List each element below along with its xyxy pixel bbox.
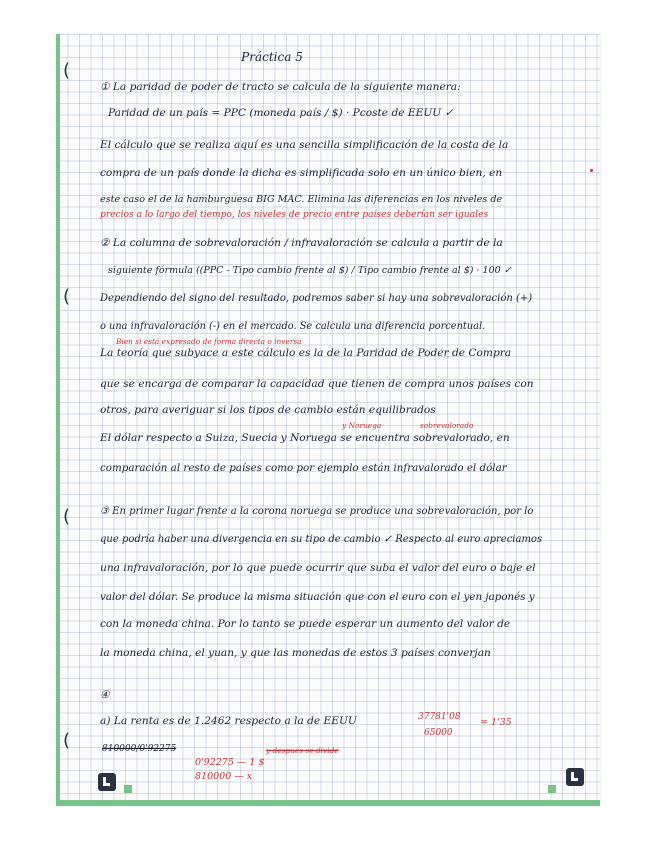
text-line-7: ② La columna de sobrevaloración / infravaloración se calcula a partir de la	[100, 237, 503, 249]
text-line-1: ① La paridad de poder de tracto se calcula de la siguiente manera:	[100, 81, 461, 93]
text-line-14: El dólar respecto a Suiza, Suecia y Noruega se encuentra sobrevalorado, en	[100, 432, 510, 444]
text-line-15: comparación al resto de países como por ejemplo están infravalorado el dólar	[100, 462, 507, 474]
rule-of-three-line-2: 810000 — x	[195, 771, 253, 782]
text-line-13: otros, para averiguar si los tipos de cambio están equilibrados	[100, 404, 436, 416]
text-line-2: Paridad de un país = PPC (moneda país / $) · Pcoste de EEUU ✓	[108, 107, 454, 119]
ink-dot	[590, 169, 593, 172]
fraction-denominator: 65000	[424, 728, 453, 738]
text-line-20: con la moneda china. Por lo tanto se puede esperar un aumento del valor de	[100, 618, 511, 630]
text-line-4: compra de un país donde la dicha es simplificada solo en un único bien, en	[100, 167, 503, 179]
fraction-result: = 1'35	[480, 717, 512, 728]
fraction-numerator: 37781'08	[418, 712, 461, 722]
crossed-note: y después se divide	[266, 746, 339, 755]
margin-note-1: Bien si está expresado de forma directa o inversa	[116, 337, 302, 346]
rule-of-three-line-1: 0'92275 — 1 $	[195, 757, 265, 768]
text-line-17: que podría haber una divergencia en su tipo de cambio ✓ Respecto al euro apreciamos	[100, 534, 543, 545]
crossed-calculation: 810000/0'92275	[102, 744, 177, 754]
notebook-corner-mark-icon	[124, 785, 132, 793]
text-line-8: siguiente fórmula ((PPC - Tipo cambio frente al $) / Tipo cambio frente al $) · 100 ✓	[108, 265, 512, 276]
text-line-21: la moneda china, el yuan, y que las monedas de estos 3 países converjan	[100, 647, 491, 659]
binder-hole-icon: (	[63, 60, 71, 81]
notebook-brand-logo-icon	[566, 768, 584, 786]
text-line-19: valor del dólar. Se produce la misma situación que con el euro con el yen japonés y	[100, 591, 535, 603]
insertion-note-1: y Noruega	[342, 421, 382, 430]
text-line-3: El cálculo que se realiza aquí es una sencilla simplificación de la costa de la	[100, 139, 509, 151]
section-4-marker: ④	[100, 689, 110, 701]
text-line-5: este caso el de la hamburguesa BIG MAC. Elimina las diferencias en los niveles de	[100, 194, 503, 205]
page-left-edge	[56, 34, 60, 806]
text-line-10: o una infravaloración (-) en el mercado. Se calcula una diferencia porcentual.	[100, 321, 486, 332]
text-line-9: Dependiendo del signo del resultado, podremos saber si hay una sobrevaloración (+)	[100, 293, 533, 304]
text-line-22: a) La renta es de 1.2462 respecto a la de EEUU	[100, 715, 357, 727]
binder-hole-icon: (	[63, 506, 71, 527]
page-bottom-edge	[56, 800, 600, 806]
binder-hole-icon: (	[63, 730, 71, 751]
binder-hole-icon: (	[63, 286, 71, 307]
notebook-corner-mark-icon	[548, 785, 556, 793]
text-line-6: precios a lo largo del tiempo, los niveles de precio entre países deberían ser iguales	[100, 210, 489, 220]
text-line-18: una infravaloración, por lo que puede ocurrir que suba el valor del euro o baje el	[100, 562, 536, 574]
text-line-12: que se encarga de comparar la capacidad que tienen de compra unos países con	[100, 378, 534, 390]
text-line-16: ③ En primer lugar frente a la corona noruega se produce una sobrevaloración, por lo	[100, 506, 534, 517]
page-title: Práctica 5	[241, 50, 303, 64]
insertion-note-2: sobrevalorado	[420, 421, 474, 430]
text-line-11: La teoría que subyace a este cálculo es la de la Paridad de Poder de Compra	[100, 347, 512, 359]
notebook-brand-logo-icon	[98, 773, 116, 791]
